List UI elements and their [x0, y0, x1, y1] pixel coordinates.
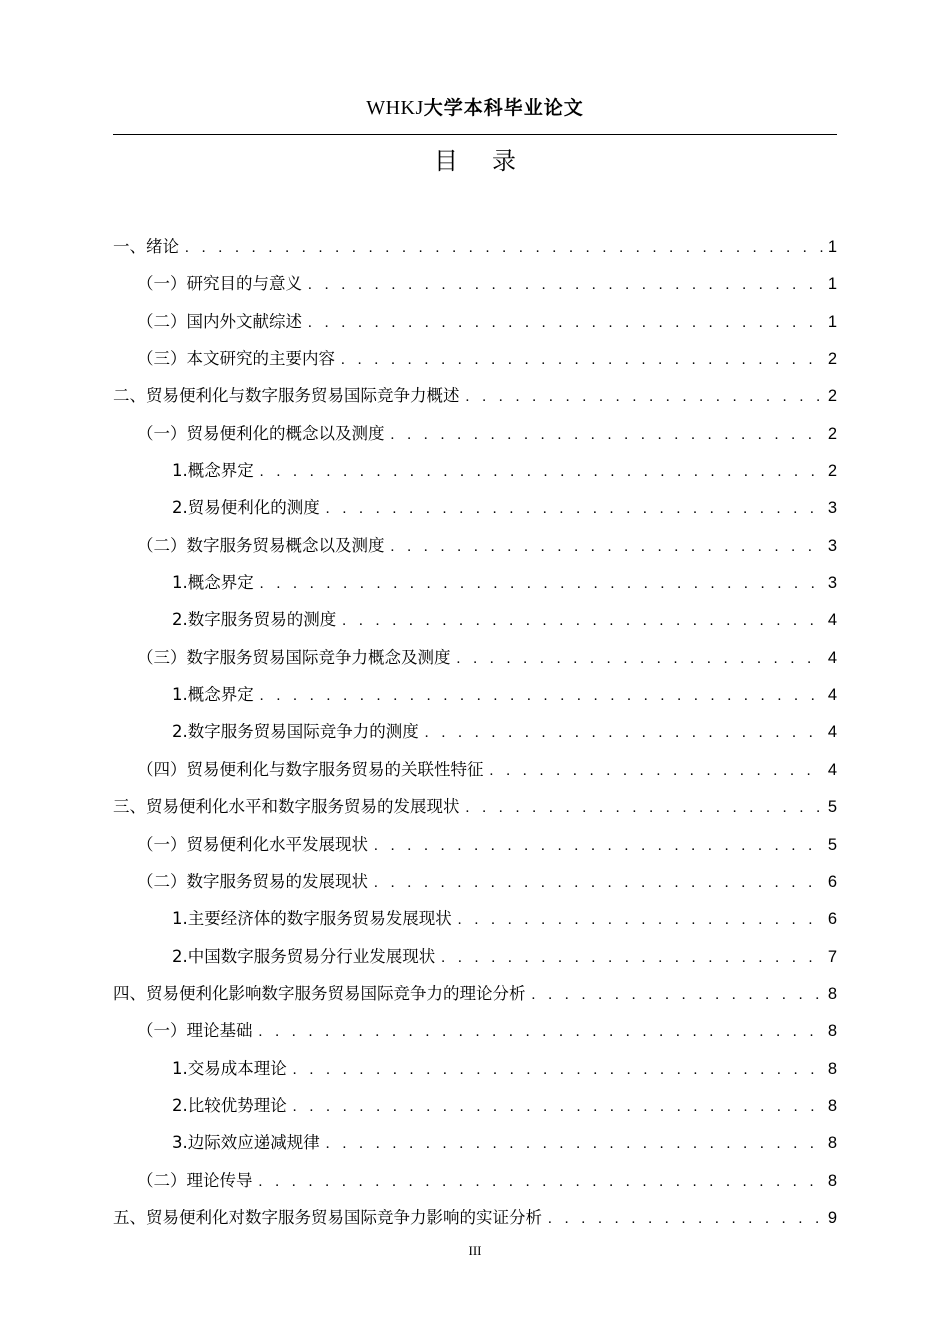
toc-dot-leader	[293, 1089, 824, 1126]
toc-dot-leader	[293, 1052, 824, 1089]
toc-entry-label: 1.主要经济体的数字服务贸易发展现状	[172, 909, 452, 929]
toc-dot-leader	[341, 342, 824, 379]
toc-dot-leader	[259, 1164, 825, 1201]
toc-entry-page: 2	[827, 387, 837, 406]
toc-entry-label: 2.中国数字服务贸易分行业发展现状	[172, 946, 436, 966]
toc-entry-page: 3	[827, 574, 837, 593]
toc-entry-page: 4	[827, 648, 837, 667]
toc-entry[interactable]	[113, 900, 837, 937]
toc-entry-label: 3.边际效应递减规律	[172, 1133, 320, 1153]
toc-entry-page: 8	[827, 1171, 837, 1190]
toc-dot-leader	[374, 828, 824, 865]
toc-entry-label: 三、贸易便利化水平和数字服务贸易的发展现状	[113, 797, 460, 817]
page-title: 目录	[434, 147, 550, 175]
toc-dot-leader	[326, 491, 824, 528]
toc-entry[interactable]	[113, 713, 837, 750]
toc-entry-label: 1.交易成本理论	[172, 1058, 287, 1078]
toc-entry-page: 6	[827, 872, 837, 891]
header-divider	[113, 134, 837, 135]
toc-dot-leader	[374, 865, 824, 902]
toc-entry-label: （二）国内外文献综述	[137, 311, 302, 331]
toc-entry-page: 4	[827, 611, 837, 630]
toc-entry[interactable]	[113, 1087, 837, 1124]
toc-entry-label: （二）理论传导	[137, 1170, 253, 1190]
toc-dot-leader	[308, 267, 824, 304]
toc-dot-leader	[308, 305, 824, 342]
toc-entry-page: 9	[827, 1208, 837, 1227]
header-thesis-label: 大学本科毕业论文	[423, 97, 584, 119]
toc-entry-label: （一）贸易便利化的概念以及测度	[137, 423, 385, 443]
toc-dot-leader	[259, 1014, 825, 1051]
toc-entry[interactable]	[113, 265, 837, 302]
toc-entry[interactable]	[113, 751, 837, 788]
toc-entry[interactable]	[113, 975, 837, 1012]
toc-entry[interactable]	[113, 1199, 837, 1236]
toc-entry-label: 1.概念界定	[172, 685, 254, 705]
toc-entry-page: 1	[827, 275, 837, 294]
toc-entry-label: 1.概念界定	[172, 461, 254, 481]
page-number: III	[468, 1243, 482, 1258]
toc-entry[interactable]	[113, 1050, 837, 1087]
toc-entry[interactable]	[113, 489, 837, 526]
header-university-code: WHKJ	[366, 97, 424, 119]
toc-entry-page: 7	[827, 947, 837, 966]
toc-dot-leader	[425, 715, 824, 752]
toc-entry-label: 四、贸易便利化影响数字服务贸易国际竞争力的理论分析	[113, 983, 526, 1003]
toc-dot-leader	[457, 641, 825, 678]
toc-entry-page: 3	[827, 499, 837, 518]
toc-dot-leader	[185, 230, 824, 267]
toc-dot-leader	[548, 1201, 824, 1238]
toc-entry-page: 4	[827, 760, 837, 779]
toc-entry-page: 2	[827, 350, 837, 369]
toc-entry-page: 1	[827, 312, 837, 331]
toc-entry-page: 8	[827, 1059, 837, 1078]
toc-entry-label: （一）理论基础	[137, 1021, 253, 1041]
table-of-contents	[113, 228, 837, 1236]
toc-entry-page: 8	[827, 1096, 837, 1115]
toc-entry[interactable]	[113, 377, 837, 414]
toc-entry[interactable]	[113, 415, 837, 452]
toc-entry[interactable]	[113, 228, 837, 265]
toc-entry-label: （二）数字服务贸易的发展现状	[137, 871, 368, 891]
toc-dot-leader	[326, 1126, 824, 1163]
toc-entry-label: 二、贸易便利化与数字服务贸易国际竞争力概述	[113, 386, 460, 406]
toc-entry-page: 6	[827, 910, 837, 929]
running-header	[0, 94, 950, 122]
toc-dot-leader	[441, 940, 824, 977]
toc-entry[interactable]	[113, 601, 837, 638]
toc-entry-label: 2.比较优势理论	[172, 1095, 287, 1115]
toc-entry-label: 五、贸易便利化对数字服务贸易国际竞争力影响的实证分析	[113, 1207, 542, 1227]
toc-entry-label: （四）贸易便利化与数字服务贸易的关联性特征	[137, 759, 484, 779]
toc-dot-leader	[391, 529, 825, 566]
toc-entry-label: 2.贸易便利化的测度	[172, 498, 320, 518]
toc-entry[interactable]	[113, 788, 837, 825]
toc-entry-page: 8	[827, 1022, 837, 1041]
toc-entry[interactable]	[113, 564, 837, 601]
toc-entry-label: 一、绪论	[113, 237, 179, 256]
toc-dot-leader	[458, 902, 824, 939]
toc-entry-page: 5	[827, 835, 837, 854]
toc-entry[interactable]	[113, 938, 837, 975]
toc-entry-page: 5	[827, 798, 837, 817]
toc-entry[interactable]	[113, 863, 837, 900]
toc-entry-page: 4	[827, 686, 837, 705]
toc-entry-label: 1.概念界定	[172, 573, 254, 593]
toc-dot-leader	[466, 790, 825, 827]
toc-entry[interactable]	[113, 676, 837, 713]
toc-entry-label: （三）数字服务贸易国际竞争力概念及测度	[137, 647, 451, 667]
toc-entry-label: 2.数字服务贸易国际竞争力的测度	[172, 722, 419, 742]
toc-entry-label: （三）本文研究的主要内容	[137, 349, 335, 369]
toc-entry[interactable]	[113, 1162, 837, 1199]
toc-entry[interactable]	[113, 340, 837, 377]
toc-entry-label: 2.数字服务贸易的测度	[172, 610, 337, 630]
toc-entry-label: （二）数字服务贸易概念以及测度	[137, 535, 385, 555]
toc-entry-page: 4	[827, 723, 837, 742]
toc-entry[interactable]	[113, 1124, 837, 1161]
toc-dot-leader	[260, 566, 824, 603]
toc-entry-page: 8	[827, 1134, 837, 1153]
toc-entry-page: 2	[827, 462, 837, 481]
toc-dot-leader	[532, 977, 825, 1014]
toc-entry[interactable]	[113, 1012, 837, 1049]
toc-entry[interactable]	[113, 639, 837, 676]
toc-entry-page: 2	[827, 424, 837, 443]
toc-entry-page: 3	[827, 536, 837, 555]
toc-dot-leader	[260, 454, 824, 491]
toc-entry[interactable]	[113, 826, 837, 863]
toc-dot-leader	[342, 603, 824, 640]
toc-entry-page: 1	[827, 238, 837, 256]
toc-dot-leader	[466, 379, 825, 416]
toc-entry[interactable]	[113, 527, 837, 564]
toc-entry[interactable]	[113, 452, 837, 489]
toc-entry-label: （一）研究目的与意义	[137, 274, 302, 294]
toc-dot-leader	[260, 678, 824, 715]
toc-dot-leader	[391, 417, 825, 454]
toc-entry-page: 8	[827, 984, 837, 1003]
toc-entry[interactable]	[113, 303, 837, 340]
toc-entry-label: （一）贸易便利化水平发展现状	[137, 834, 368, 854]
toc-dot-leader	[490, 753, 825, 790]
